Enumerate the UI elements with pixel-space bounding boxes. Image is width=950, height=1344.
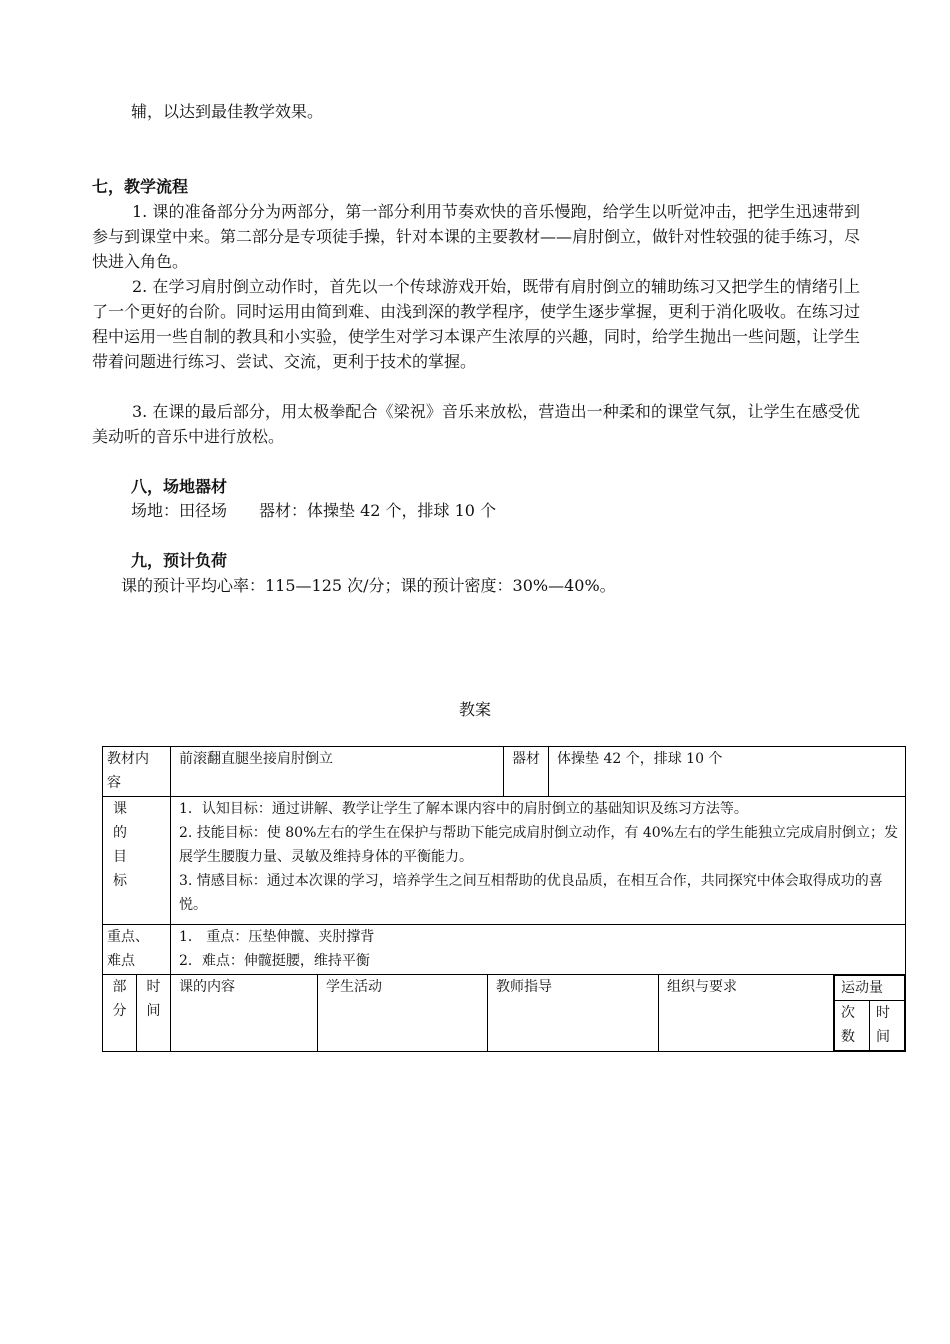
goal-cognitive: 1．认知目标：通过讲解、教学让学生了解本课内容中的肩肘倒立的基础知识及练习方法等。	[179, 801, 748, 817]
load-duration-a: 时	[876, 1005, 890, 1021]
table-row	[103, 925, 906, 975]
header-student-cell: 学生活动	[318, 975, 488, 1052]
load-duration-b: 间	[876, 1029, 890, 1045]
lesson-plan-table	[102, 746, 906, 1052]
load-subtable	[834, 975, 905, 1051]
header-content-cell: 课的内容	[171, 975, 318, 1052]
goals-label-char: 课	[113, 801, 127, 817]
goals-label-char: 的	[113, 825, 127, 841]
header-part-cell	[103, 975, 137, 1052]
section7-paragraph-3	[92, 399, 860, 449]
keypoint-focus: 1． 重点：压垫伸髋、夹肘撑背	[179, 929, 375, 945]
equipment-label-cell: 器材	[504, 747, 549, 797]
header-teacher-cell: 教师指导	[488, 975, 659, 1052]
header-time-b: 间	[146, 1003, 161, 1019]
keypoints-label-cell	[103, 925, 171, 975]
section8-line: 场地：田径场 器材：体操垫 42 个，排球 10 个	[131, 501, 497, 520]
header-part-b: 分	[112, 1003, 127, 1019]
load-count-b: 数	[841, 1029, 855, 1045]
load-label: 运动量	[835, 976, 905, 1001]
table-row	[103, 747, 906, 797]
goals-label-cell	[103, 797, 171, 925]
section7-p1-text: 1. 课的准备部分分为两部分，第一部分利用节奏欢快的音乐慢跑，给学生以听觉冲击，把学生迅速带到参与到课堂中来。第二部分是专项徒手操，针对本课的主要教材——肩肘倒立，做针对性较强的徒手练习，尽快进入角色。	[92, 202, 861, 271]
goals-label-char: 标	[113, 873, 127, 889]
section9-heading: 九，预计负荷	[131, 551, 228, 570]
goals-content-cell	[171, 797, 906, 925]
header-load-cell	[834, 975, 906, 1052]
keypoints-content-cell	[171, 925, 906, 975]
table-row	[103, 797, 906, 925]
load-count-a: 次	[841, 1005, 855, 1021]
keypoints-label-a: 重点、	[107, 929, 149, 945]
material-label-cell	[103, 747, 171, 797]
section9-line: 课的预计平均心率：115—125 次/分；课的预计密度：30%—40%。	[121, 576, 616, 595]
goals-label-char: 目	[113, 849, 127, 865]
section7-heading: 七，教学流程	[92, 177, 189, 196]
header-org-cell: 组织与要求	[659, 975, 834, 1052]
material-content-cell: 前滚翻直腿坐接肩肘倒立	[171, 747, 504, 797]
goal-skill: 2. 技能目标：使 80%左右的学生在保护与帮助下能完成肩肘倒立动作，有 40%左右的学生能独立完成肩肘倒立；发展学生腰腹力量、灵敏及维持身体的平衡能力。	[179, 825, 898, 865]
top-line: 辅，以达到最佳教学效果。	[131, 102, 324, 121]
equipment-content-cell: 体操垫 42 个，排球 10 个	[549, 747, 906, 797]
table-caption: 教案	[458, 700, 491, 719]
goal-affective: 3. 情感目标：通过本次课的学习，培养学生之间互相帮助的优良品质，在相互合作，共同探究中体会取得成功的喜悦。	[179, 873, 883, 913]
header-time-cell	[137, 975, 171, 1052]
keypoints-label-b: 难点	[107, 953, 135, 969]
section7-p2-text: 2. 在学习肩肘倒立动作时，首先以一个传球游戏开始，既带有肩肘倒立的辅助练习又把学生的情绪引上了一个更好的台阶。同时运用由简到难、由浅到深的教学程序，使学生逐步掌握，更利于消化吸收。在练习过程中运用一些自制的教具和小实验，使学生对学习本课产生浓厚的兴趣，同时，给学生抛出一些问题，让学生带着问题进行练习、尝试、交流，更利于技术的掌握。	[92, 277, 861, 371]
load-count-cell	[835, 1001, 870, 1051]
material-label-a: 教材内	[107, 751, 149, 767]
section8-heading: 八，场地器材	[131, 477, 228, 496]
header-time-a: 时	[146, 979, 161, 995]
header-part-a: 部	[112, 979, 127, 995]
section7-paragraph-1	[92, 199, 860, 274]
material-label-b: 容	[107, 775, 121, 791]
load-duration-cell	[870, 1001, 905, 1051]
section7-p3-text: 3. 在课的最后部分，用太极拳配合《梁祝》音乐来放松，营造出一种柔和的课堂气氛，让学生在感受优美动听的音乐中进行放松。	[92, 402, 860, 446]
section7-paragraph-2	[92, 274, 860, 374]
keypoint-difficulty: 2．难点：伸髋挺腰，维持平衡	[179, 953, 370, 969]
table-header-row	[103, 975, 906, 1052]
